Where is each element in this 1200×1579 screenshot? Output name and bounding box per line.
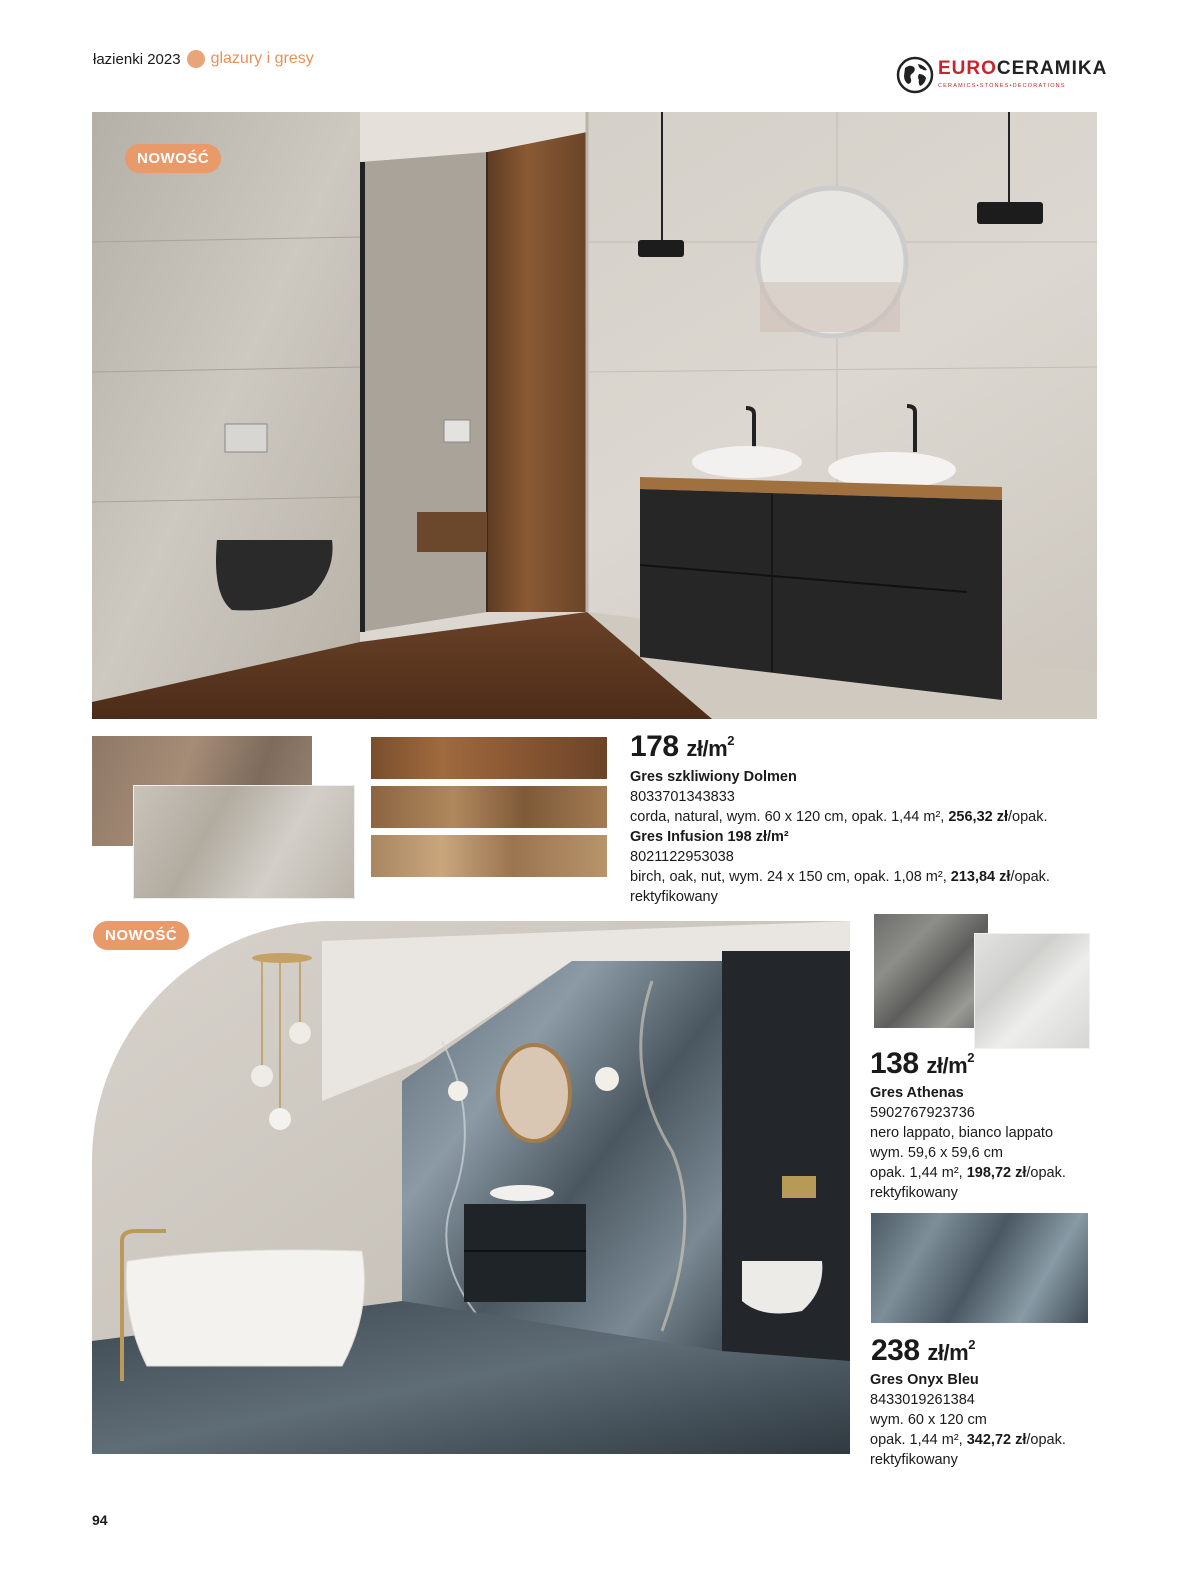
product-note-athenas: rektyfikowany — [870, 1185, 958, 1201]
breadcrumb-section: glazury i gresy — [210, 50, 314, 67]
price-unit: zł/m — [926, 1053, 968, 1078]
price-unit-sup: 2 — [968, 1337, 975, 1352]
new-badge: NOWOŚĆ — [93, 921, 189, 950]
tile-swatch-infusion-nut — [371, 835, 607, 877]
price-athenas — [870, 1047, 974, 1081]
product-name-dolmen: Gres szkliwiony Dolmen — [630, 769, 797, 785]
logo-tagline: CERAMICS•STONES•DECORATIONS — [938, 83, 1066, 89]
breadcrumb — [93, 50, 314, 68]
logo-wordmark: EUROCERAMIKA — [938, 58, 1108, 79]
price-value: 178 — [630, 730, 679, 763]
product-pack-onyx: opak. 1,44 m², 342,72 zł/opak. — [870, 1432, 1066, 1448]
product-ean-infusion: 8021122953038 — [630, 849, 734, 865]
product-info-onyx — [870, 1370, 1066, 1470]
product-dims-onyx: wym. 60 x 120 cm — [870, 1412, 987, 1428]
product-info-dolmen — [630, 767, 1050, 907]
bathroom-photo-onyx — [92, 921, 850, 1454]
tile-swatch-infusion-oak — [371, 786, 607, 828]
bathroom-photo-dolmen — [92, 112, 1097, 719]
product-details-infusion: birch, oak, nut, wym. 24 x 150 cm, opak. 1,08 m², 213,84 zł/opak. — [630, 869, 1050, 885]
product-dims-athenas: wym. 59,6 x 59,6 cm — [870, 1145, 1003, 1161]
product-pack-athenas: opak. 1,44 m², 198,72 zł/opak. — [870, 1165, 1066, 1181]
tile-swatch-dolmen-natural — [134, 786, 354, 898]
product-colors-athenas: nero lappato, bianco lappato — [870, 1125, 1054, 1141]
product-name-onyx: Gres Onyx Bleu — [870, 1372, 979, 1388]
new-badge: NOWOŚĆ — [125, 144, 221, 173]
tile-swatch-onyx-bleu — [871, 1213, 1088, 1323]
price-onyx — [871, 1334, 975, 1368]
price-unit: zł/m — [686, 736, 728, 761]
orange-dot-icon — [187, 50, 205, 68]
breadcrumb-category: łazienki 2023 — [93, 50, 181, 68]
product-ean-athenas: 5902767923736 — [870, 1105, 975, 1121]
product-name-athenas: Gres Athenas — [870, 1085, 964, 1101]
brand-logo — [896, 56, 1108, 98]
product-note-onyx: rektyfikowany — [870, 1452, 958, 1468]
product-ean-dolmen: 8033701343833 — [630, 789, 735, 805]
product-info-athenas — [870, 1083, 1066, 1203]
globe-icon — [896, 56, 934, 94]
tile-swatch-athenas-bianco — [975, 934, 1089, 1048]
product-note-infusion: rektyfikowany — [630, 889, 718, 905]
product-ean-onyx: 8433019261384 — [870, 1392, 975, 1408]
tile-swatch-athenas-nero — [874, 914, 988, 1028]
price-unit: zł/m — [927, 1340, 969, 1365]
page-number: 94 — [92, 1512, 108, 1528]
price-unit-sup: 2 — [967, 1050, 974, 1065]
price-unit-sup: 2 — [727, 733, 734, 748]
tile-swatch-infusion-birch — [371, 737, 607, 779]
price-dolmen — [630, 730, 734, 764]
price-value: 238 — [871, 1334, 920, 1367]
product-name-infusion: Gres Infusion 198 zł/m² — [630, 829, 789, 845]
product-details-dolmen: corda, natural, wym. 60 x 120 cm, opak. 1,44 m², 256,32 zł/opak. — [630, 809, 1048, 825]
price-value: 138 — [870, 1047, 919, 1080]
